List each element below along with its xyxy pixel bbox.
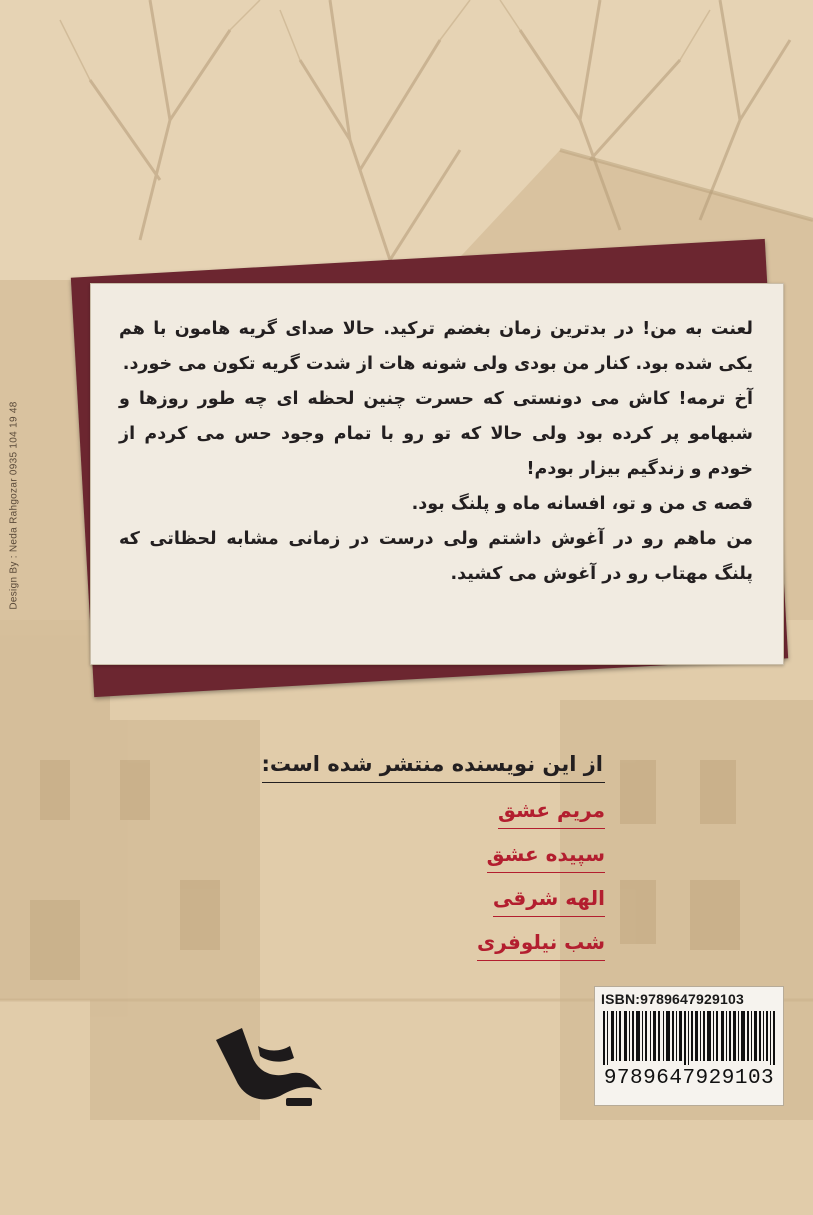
book-list bbox=[260, 799, 605, 959]
designer-credit-text: Design By : Neda Rahgozar 0935 104 19 48 bbox=[8, 400, 20, 610]
isbn-number: 9789647929103 bbox=[603, 1067, 775, 1090]
isbn-label: ISBN:9789647929103 bbox=[601, 991, 744, 1007]
book-title: سپیده عشق bbox=[260, 843, 605, 871]
excerpt-card bbox=[90, 283, 784, 665]
excerpt-paragraph: لعنت به من! در بدترین زمان بغضم ترکید. حالا صدای گریه هامون با هم یکی شده بود. کنار من بودی ولی شونه هات از شدت گریه تکون می خورد. bbox=[119, 319, 753, 374]
book-title: الهه شرقی bbox=[260, 887, 605, 915]
excerpt-paragraph: من ماهم رو در آغوش داشتم ولی درست در زمانی مشابه لحظاتی که پلنگ مهتاب رو در آغوش می کشید. bbox=[119, 529, 753, 584]
other-books-heading: از این نویسنده منتشر شده است: bbox=[262, 752, 605, 783]
excerpt-paragraph: آخ ترمه! کاش می دونستی که حسرت چنین لحظه ای چه طور روزها و شبهامو پر کرده بود ولی حالا که تو رو با تمام وجود حس می کردم از خودم و زندگیم بیزار بودم! bbox=[119, 389, 753, 479]
book-title: شب نیلوفری bbox=[260, 931, 605, 959]
book-title: مریم عشق bbox=[260, 799, 605, 827]
barcode bbox=[594, 986, 784, 1106]
publisher-logo-icon bbox=[210, 1018, 330, 1114]
excerpt-paragraph: قصه ی من و تو، افسانه ماه و پلنگ بود. bbox=[411, 494, 753, 514]
barcode-bars bbox=[603, 1011, 775, 1065]
other-books-section bbox=[260, 752, 605, 959]
designer-credit bbox=[6, 380, 22, 630]
excerpt-text bbox=[119, 312, 753, 592]
